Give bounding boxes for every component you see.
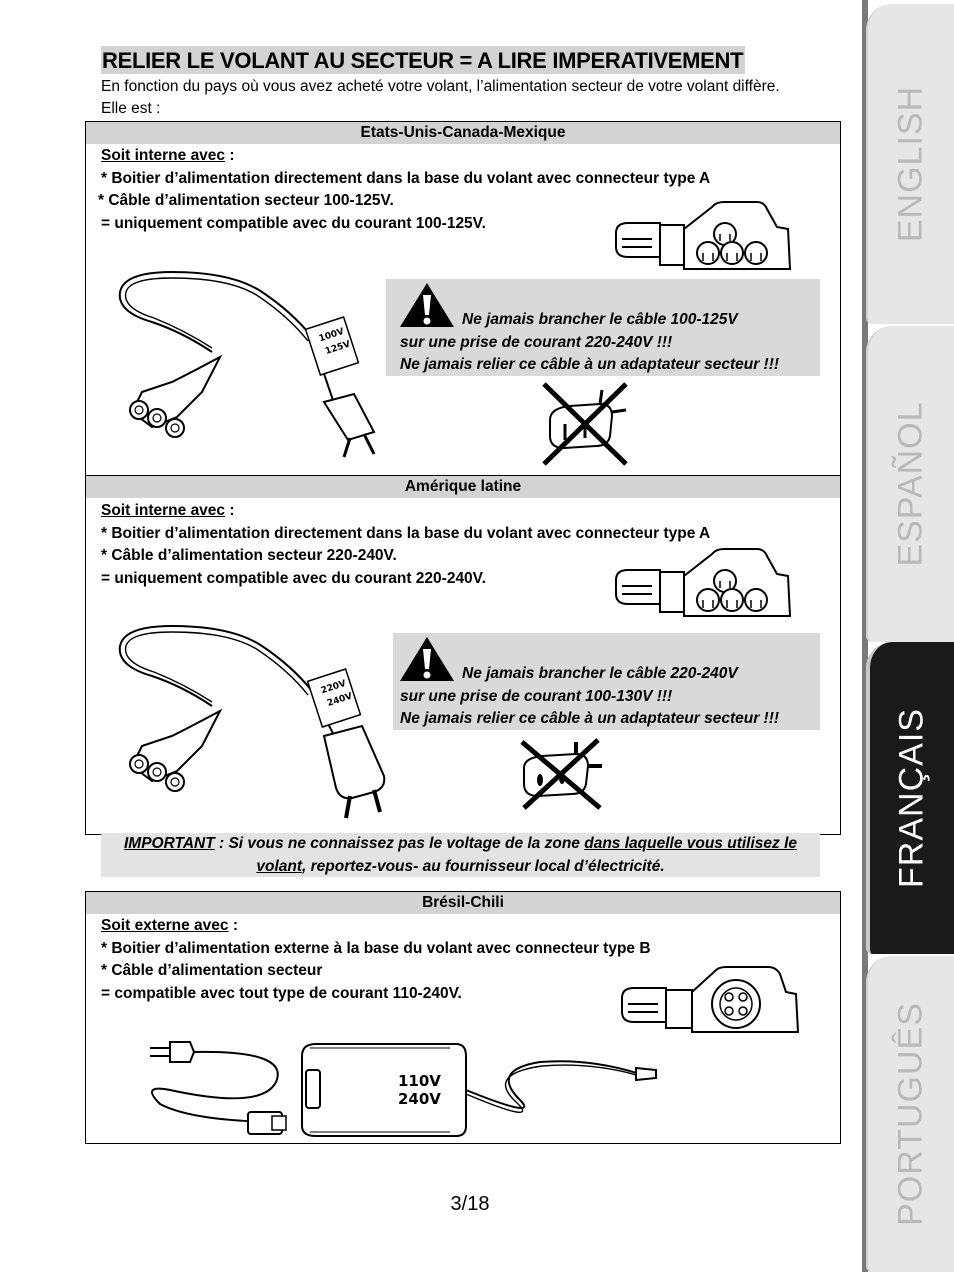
section-text: Soit interne avec : * Boitier d’alimentation directement dans la base du volant avec connecteur type A * Câble d’alimentation secteur 220-240V. = uniquement compatible avec du courant 220-240V. [101, 500, 710, 590]
crossed-adapter-icon [540, 380, 630, 468]
spec-line-2: * Câble d’alimentation secteur 100-125V. [98, 192, 394, 209]
section-heading: Amérique latine [86, 476, 840, 498]
power-cable-100-125v-illustration [112, 242, 392, 457]
cable-label-bottom: 125V [324, 339, 352, 358]
lead-label: Soit interne avec [101, 147, 226, 164]
language-side-tabs [862, 0, 954, 1272]
tab-label: PORTUGUÊS [891, 1002, 930, 1226]
tab-label: ENGLISH [891, 85, 930, 243]
adapter-label-top: 110V [398, 1072, 441, 1090]
section-heading: Etats-Unis-Canada-Mexique [86, 122, 840, 144]
spec-line-1: * Boitier d’alimentation directement dans la base du volant avec connecteur type A [101, 524, 711, 542]
tab-english[interactable] [866, 4, 954, 324]
spec-line-3: = compatible avec tout type de courant 110-240V. [101, 984, 462, 1002]
cable-label-bottom: 240V [326, 691, 354, 710]
connector-type-b-illustration [618, 964, 800, 1036]
external-power-supply-illustration [140, 1030, 665, 1142]
intro-line-1: En fonction du pays où vous avez acheté votre volant, l’alimentation secteur de votre volant diffère. [101, 78, 780, 95]
spec-line-1: * Boitier d’alimentation externe à la base du volant avec connecteur type B [101, 939, 651, 957]
cable-label-top: 220V [319, 678, 348, 697]
connector-type-a-illustration [612, 546, 792, 618]
section-text: Soit externe avec : * Boitier d’alimentation externe à la base du volant avec connecteur type B * Câble d’alimentation secteur = compatible avec tout type de courant 110-240V. [101, 915, 651, 1005]
lead-label: Soit interne avec [101, 502, 226, 519]
lead-label: Soit externe avec [101, 917, 229, 934]
warning-box-1 [386, 279, 820, 376]
warning-box-2 [393, 633, 820, 730]
cable-label-top: 100V [317, 326, 346, 345]
warning-text-2: Ne jamais brancher le câble 220-240V sur une prise de courant 100-130V !!! Ne jamais relier ce câble à un adaptateur secteur !!! [400, 665, 780, 727]
tab-label: FRANÇAIS [892, 708, 931, 888]
spec-line-3: = uniquement compatible avec du courant 220-240V. [101, 569, 486, 587]
tab-francais[interactable] [866, 642, 954, 954]
important-note: IMPORTANT : Si vous ne connaissez pas le voltage de la zone dans laquelle vous utilisez le volant, reportez-vous- au fournisseur local d’électricité. [101, 833, 820, 877]
section-text: Soit interne avec : * Boitier d’alimentation directement dans la base du volant avec connecteur type A * Câble d’alimentation secteur 100-125V. = uniquement compatible avec du courant 100-125V. [101, 145, 710, 235]
page-number: 3/18 [450, 1193, 490, 1215]
intro-line-2: Elle est : [101, 100, 161, 117]
tab-portugues[interactable] [866, 956, 954, 1272]
intro-text [101, 76, 821, 120]
adapter-label-bottom: 240V [398, 1090, 441, 1108]
section-heading: Brésil-Chili [86, 892, 840, 914]
connector-type-a-illustration [612, 199, 792, 271]
spec-line-2: * Câble d’alimentation secteur 220-240V. [101, 547, 397, 564]
spec-line-2: * Câble d’alimentation secteur [101, 962, 323, 979]
crossed-adapter-icon [514, 738, 606, 810]
important-label: IMPORTANT [123, 835, 215, 852]
spec-line-1: * Boitier d’alimentation directement dans la base du volant avec connecteur type A [101, 169, 711, 187]
spec-line-3: = uniquement compatible avec du courant 100-125V. [101, 214, 486, 232]
warning-text-1: Ne jamais brancher le câble 100-125V sur une prise de courant 220-240V !!! Ne jamais relier ce câble à un adaptateur secteur !!! [400, 311, 780, 373]
tab-espanol[interactable] [866, 326, 954, 642]
tab-label: ESPAÑOL [891, 401, 930, 567]
page-title: RELIER LE VOLANT AU SECTEUR = A LIRE IMPERATIVEMENT [102, 48, 744, 73]
power-cable-220-240v-illustration [112, 596, 402, 821]
